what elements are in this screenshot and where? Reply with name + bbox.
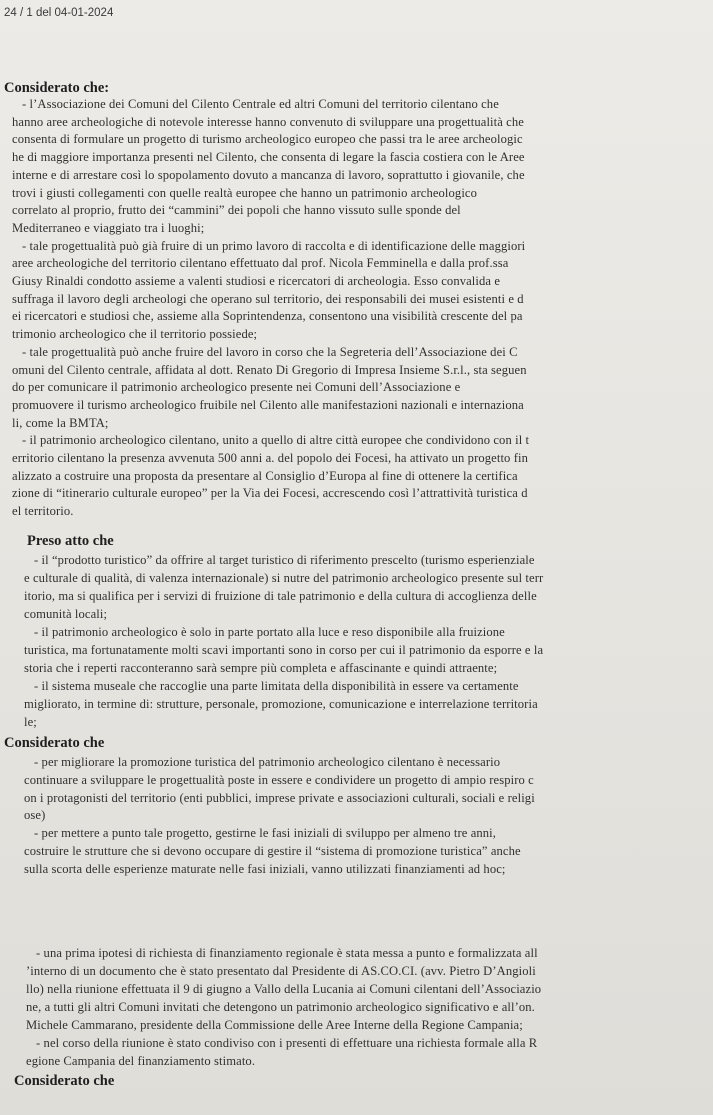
text-line: Michele Cammarano, presidente della Commissione delle Aree Interne della Regione Campania; [26, 1018, 523, 1032]
text-line: - l’Associazione dei Comuni del Cilento Centrale ed altri Comuni del territorio cilentano che [22, 97, 499, 111]
text-line: - una prima ipotesi di richiesta di finanziamento regionale è stata messa a punto e formalizzata all [36, 946, 538, 960]
text-line: do per comunicare il patrimonio archeologico presente nei Comuni dell’Associazione e [12, 380, 461, 395]
text-line: el territorio. [12, 504, 74, 519]
text-line: turistica, ma fortunatamente molti scavi importanti sono in corso per cui il patrimonio da esporre e la [24, 643, 544, 657]
text-line: llo) nella riunione effettuata il 9 di giugno a Vallo della Lucania ai Comuni cilentani dell’Associazio [26, 982, 542, 996]
text-line: aree archeologiche del territorio cilentano effettuato dal prof. Nicola Femminella e dalla prof.ssa [12, 256, 509, 271]
text-line: le; [24, 715, 37, 729]
text-line: - il patrimonio archeologico è solo in parte portato alla luce e reso disponibile alla fruizione [34, 625, 505, 639]
text-line: interne e di arrestare così lo spopolamento dovuto a mancanza di lavoro, soprattutto i giovanile, che [12, 167, 525, 182]
text-line: - il “prodotto turistico” da offrire al target turistico di riferimento prescelto (turismo esperienziale [34, 553, 535, 567]
text-line: itorio, ma si qualifica per i servizi di fruizione di tale patrimonio e della cultura di accoglienza delle [24, 589, 537, 603]
section-heading: Considerato che [4, 735, 105, 751]
text-line: - il sistema museale che raccoglie una parte limitata della disponibilità in essere va certamente [34, 679, 519, 693]
text-line: hanno aree archeologiche di notevole interesse hanno convenuto di sviluppare una progettualità che [12, 114, 524, 129]
text-line: comunità locali; [24, 607, 108, 621]
text-line: costruire le strutture che si devono occupare di gestire il “sistema di promozione turistica” anche [24, 844, 521, 858]
text-line: - il patrimonio archeologico cilentano, unito a quello di altre città europee che condividono con il t [22, 433, 530, 448]
text-line: - tale progettualità può anche fruire del lavoro in corso che la Segreteria dell’Associazione dei C [22, 344, 518, 359]
text-line: Giusy Rinaldi condotto assieme a valenti studiosi e ricercatori di archeologia. Esso convalida e [12, 274, 501, 288]
text-line: - per migliorare la promozione turistica del patrimonio archeologico cilentano è necessario [34, 755, 501, 769]
text-line: he di maggiore importanza presenti nel Cilento, che consenta di legare la fascia costiera con le Aree [12, 150, 525, 165]
text-line: zione di “itinerario culturale europeo” per la Via dei Focesi, accrescendo così l’attrattività turistica d [12, 486, 528, 501]
protocol-reference: 24 / 1 del 04-01-2024 [4, 7, 114, 19]
section-heading: Preso atto che [27, 533, 114, 549]
section-heading: Considerato che [14, 1073, 115, 1089]
text-line: sulla scorta delle esperienze maturate nelle fasi iniziali, vanno utilizzati finanziamenti ad hoc; [24, 861, 506, 876]
text-line: alizzato a costruire una proposta da presentare al Consiglio d’Europa al fine di ottenere la certifica [12, 468, 518, 483]
text-line: consenta di formulare un progetto di turismo archeologico europeo che passi tra le aree archeologic [12, 132, 523, 147]
text-line: egione Campania del finanziamento stimato. [26, 1054, 256, 1068]
text-line: suffraga il lavoro degli archeologi che operano sul territorio, dei responsabili dei musei esistenti e d [12, 291, 524, 306]
text-line: erritorio cilentano la presenza avvenuta 500 anni a. del popolo dei Focesi, ha attivato un progetto fin [12, 451, 528, 465]
section-heading: Considerato che: [4, 80, 110, 96]
text-line: promuovere il turismo archeologico fruibile nel Cilento alle manifestazioni nazionali e internaziona [12, 397, 524, 412]
text-line: correlato al proprio, frutto dei “cammini” dei popoli che hanno vissuto sulle sponde del [12, 203, 461, 218]
text-line: - tale progettualità può già fruire di un primo lavoro di raccolta e di identificazione delle maggiori [22, 238, 526, 253]
text-line: storia che i reperti racconteranno sarà sempre più completa e affascinante e quindi attraente; [24, 661, 498, 675]
text-line: ’interno di un documento che è stato presentato dal Presidente di AS.CO.CI. (avv. Pietro D’Angioli [26, 964, 536, 978]
text-line: trimonio archeologico che il territorio possiede; [12, 327, 258, 342]
text-line: ei ricercatori e studiosi che, assieme alla Soprintendenza, consentono una visibilità crescente del pa [12, 309, 523, 324]
text-line: continuare a sviluppare le progettualità poste in essere e condividere un progetto di ampio respiro c [24, 772, 534, 787]
text-line: ne, a tutti gli altri Comuni invitati che detengono un patrimonio archeologico significativo e all’on. [26, 1000, 535, 1014]
text-line: migliorato, in termine di: strutture, personale, promozione, comunicazione e interrelazione territoria [24, 697, 538, 711]
text-line: e culturale di qualità, di valenza internazionale) si nutre del patrimonio archeologico presente sul terr [24, 571, 544, 585]
text-line: Mediterraneo e viaggiato tra i luoghi; [12, 220, 205, 235]
text-line: omuni del Cilento centrale, affidata al dott. Renato Di Gregorio di Impresa Insieme S.r.l., sta seguen [12, 362, 527, 377]
text-line: trovi i giusti collegamenti con quelle realtà europee che hanno un patrimonio archeologico [12, 185, 478, 200]
text-line: - per mettere a punto tale progetto, gestirne le fasi iniziali di sviluppo per almeno tre anni, [34, 826, 497, 841]
text-line: ose) [24, 808, 46, 823]
text-line: - nel corso della riunione è stato condiviso con i presenti di effettuare una richiesta formale alla R [36, 1036, 538, 1050]
text-line: li, come la BMTA; [12, 415, 109, 430]
text-line: on i protagonisti del territorio (enti pubblici, imprese private e associazioni culturali, sociali e religi [24, 790, 535, 805]
